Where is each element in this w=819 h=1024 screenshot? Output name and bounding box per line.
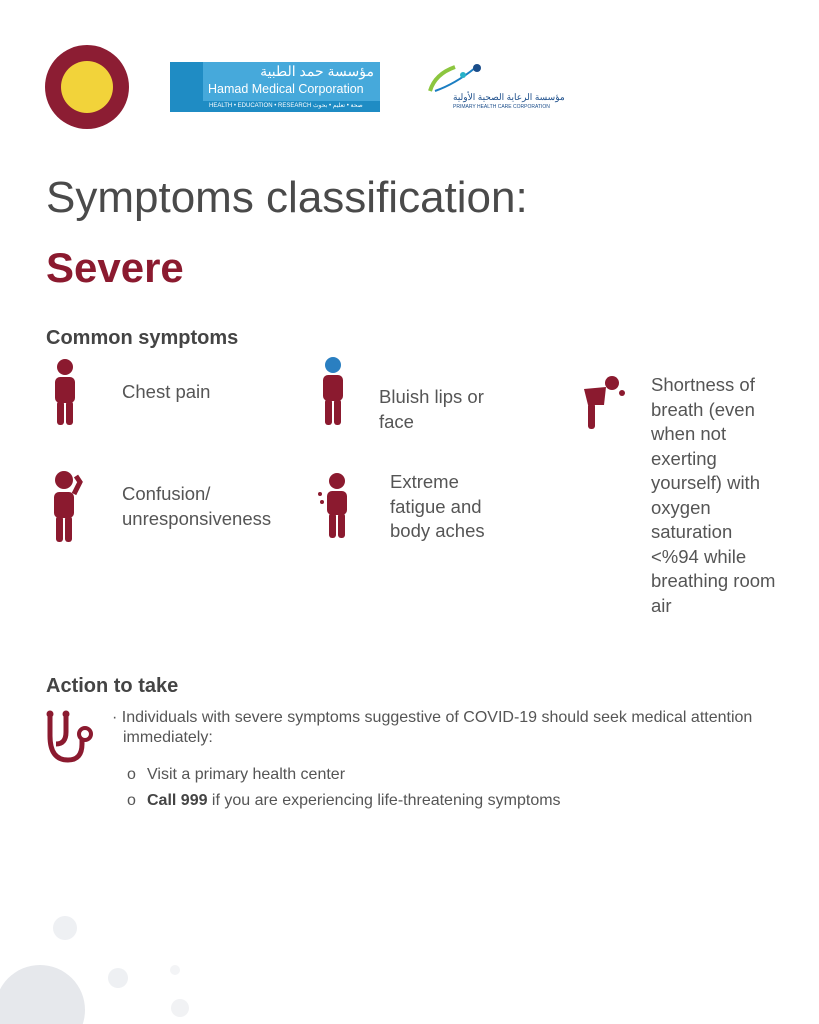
shortness-of-breath-icon — [580, 375, 626, 431]
page-title: Symptoms classification: — [46, 173, 528, 222]
symptom-fatigue: Extreme fatigue and body aches — [390, 471, 485, 541]
bluish-face-icon — [317, 355, 349, 427]
common-symptoms-heading: Common symptoms — [46, 327, 239, 349]
stethoscope-icon — [42, 710, 96, 766]
virus-decoration — [0, 900, 220, 1024]
fatigue-icon — [315, 472, 353, 540]
action-bullet: · Individuals with severe symptoms suggestive of COVID-19 should seek medical attention immediately: — [112, 709, 753, 746]
symptom-shortness-of-breath: Shortness of breath (even when not exerting yourself) with oxygen saturation <%94 while breathing room air — [651, 374, 776, 616]
action-subitem: o Call 999 if you are experiencing life-threatening symptoms — [127, 792, 561, 809]
action-heading: Action to take — [46, 675, 179, 697]
chest-pain-icon — [50, 357, 80, 427]
phcc-logo: مؤسسة الرعاية الصحية الأولية PRIMARY HEALTH CARE CORPORATION — [425, 62, 585, 112]
symptom-confusion: Confusion/ unresponsiveness — [122, 483, 272, 529]
confusion-icon — [48, 468, 84, 544]
action-list — [112, 708, 782, 814]
symptom-bluish-lips: Bluish lips or face — [379, 386, 484, 432]
action-subitem: o Visit a primary health center — [127, 766, 346, 783]
hamad-logo: مؤسسة حمد الطبية Hamad Medical Corporation HEALTH • EDUCATION • RESEARCH صحة • تعليم • بحوث — [170, 62, 380, 112]
severity-label: Severe — [46, 244, 184, 291]
symptom-chest-pain: Chest pain — [122, 381, 211, 402]
qatar-moph-logo — [45, 45, 129, 129]
